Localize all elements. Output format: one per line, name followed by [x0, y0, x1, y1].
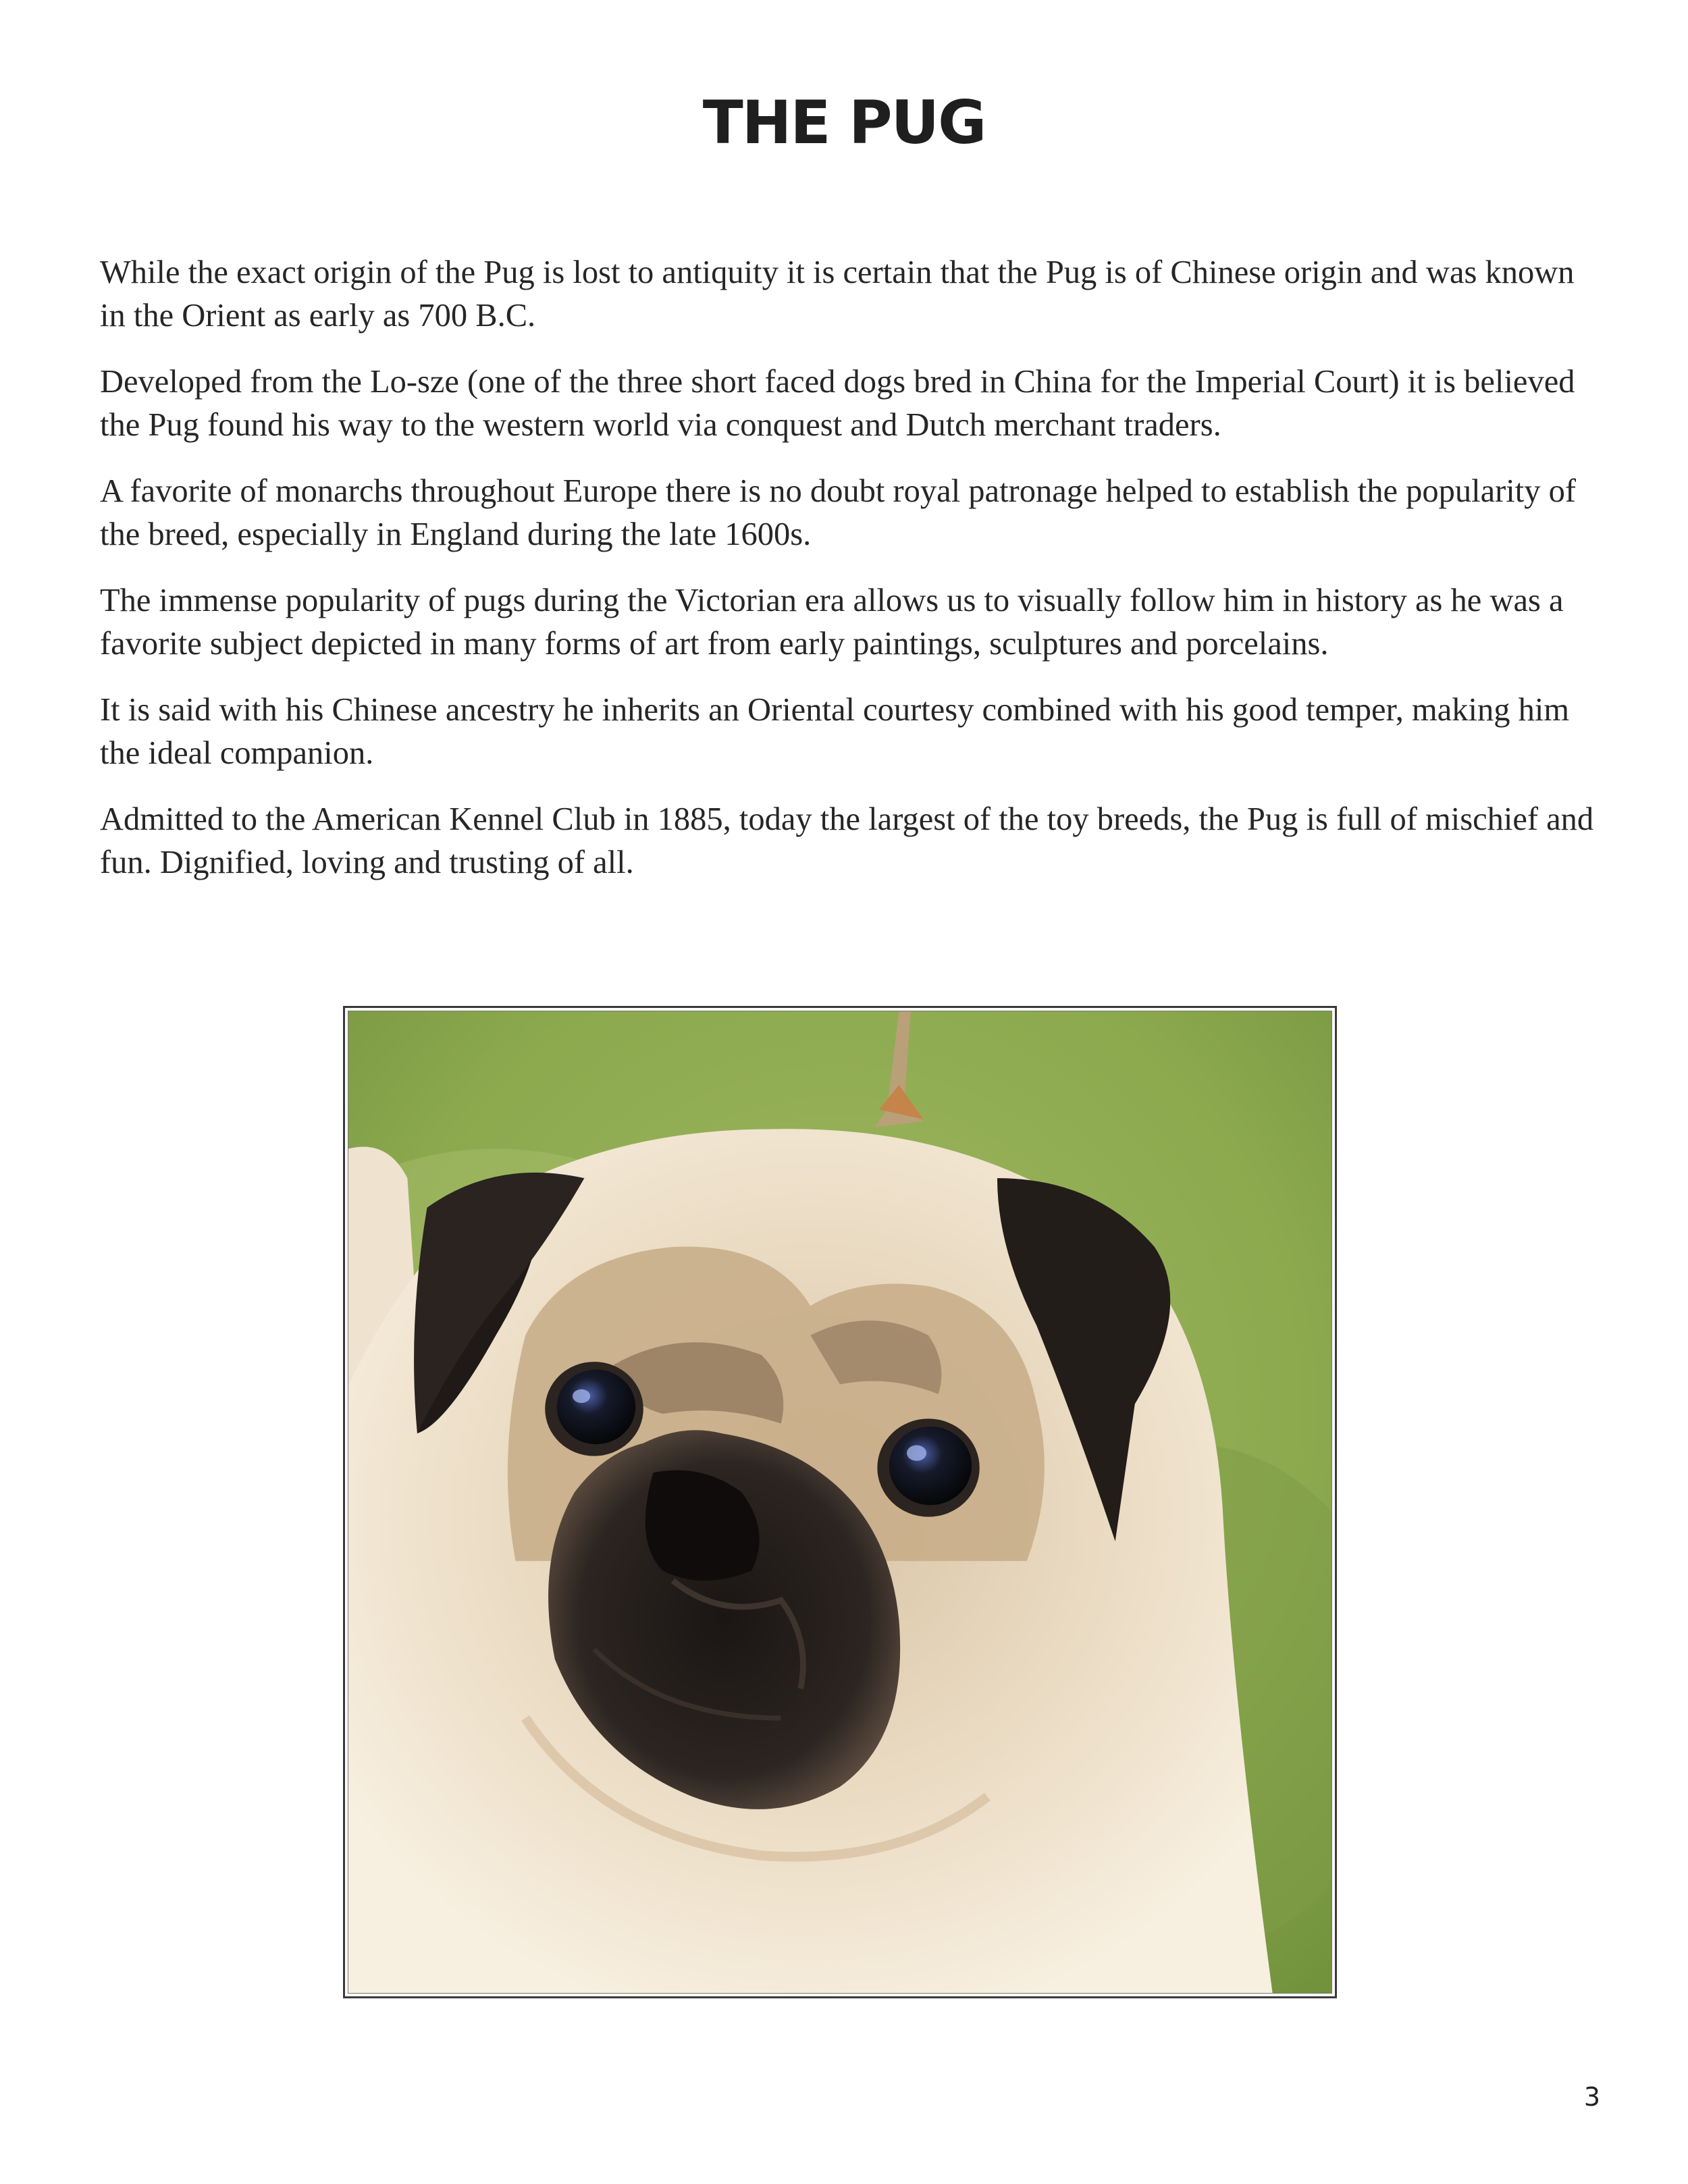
- page-number: 3: [1583, 2082, 1600, 2112]
- right-eye: [889, 1427, 972, 1505]
- paragraph-monarchs: A favorite of monarchs throughout Europe there is no doubt royal patronage helped to establish the popularity of the breed, especially in England during the late 1600s.: [100, 473, 1576, 552]
- pug-photo-frame: [343, 1006, 1337, 1998]
- pug-photo: [348, 1011, 1332, 1994]
- paragraph-lo-sze: Developed from the Lo-sze (one of the three short faced dogs bred in China for the Imperial Court) it is believed the Pug found his way to the western world via conquest and Dutch merchant traders.: [100, 364, 1575, 443]
- paragraph-victorian: The immense popularity of pugs during the Victorian era allows us to visually follow him in history as he was a favorite subject depicted in many forms of art from early paintings, sculptures and porcelains.: [100, 583, 1564, 662]
- left-eye: [557, 1370, 635, 1445]
- paragraph-origin: While the exact origin of the Pug is lost to antiquity it is certain that the Pug is of Chinese origin and was known in the Orient as early as 700 B.C.: [100, 255, 1575, 334]
- paragraph-akc: Admitted to the American Kennel Club in 1885, today the largest of the toy breeds, the Pug is full of mischief and fun. Dignified, loving and trusting of all.: [100, 801, 1594, 880]
- pug-photo-illustration: [348, 1011, 1331, 1993]
- paragraph-temperament: It is said with his Chinese ancestry he inherits an Oriental courtesy combined with his good temper, making him the ideal companion.: [100, 692, 1570, 771]
- page-title: THE PUG: [702, 88, 986, 157]
- body-text: [100, 251, 1606, 907]
